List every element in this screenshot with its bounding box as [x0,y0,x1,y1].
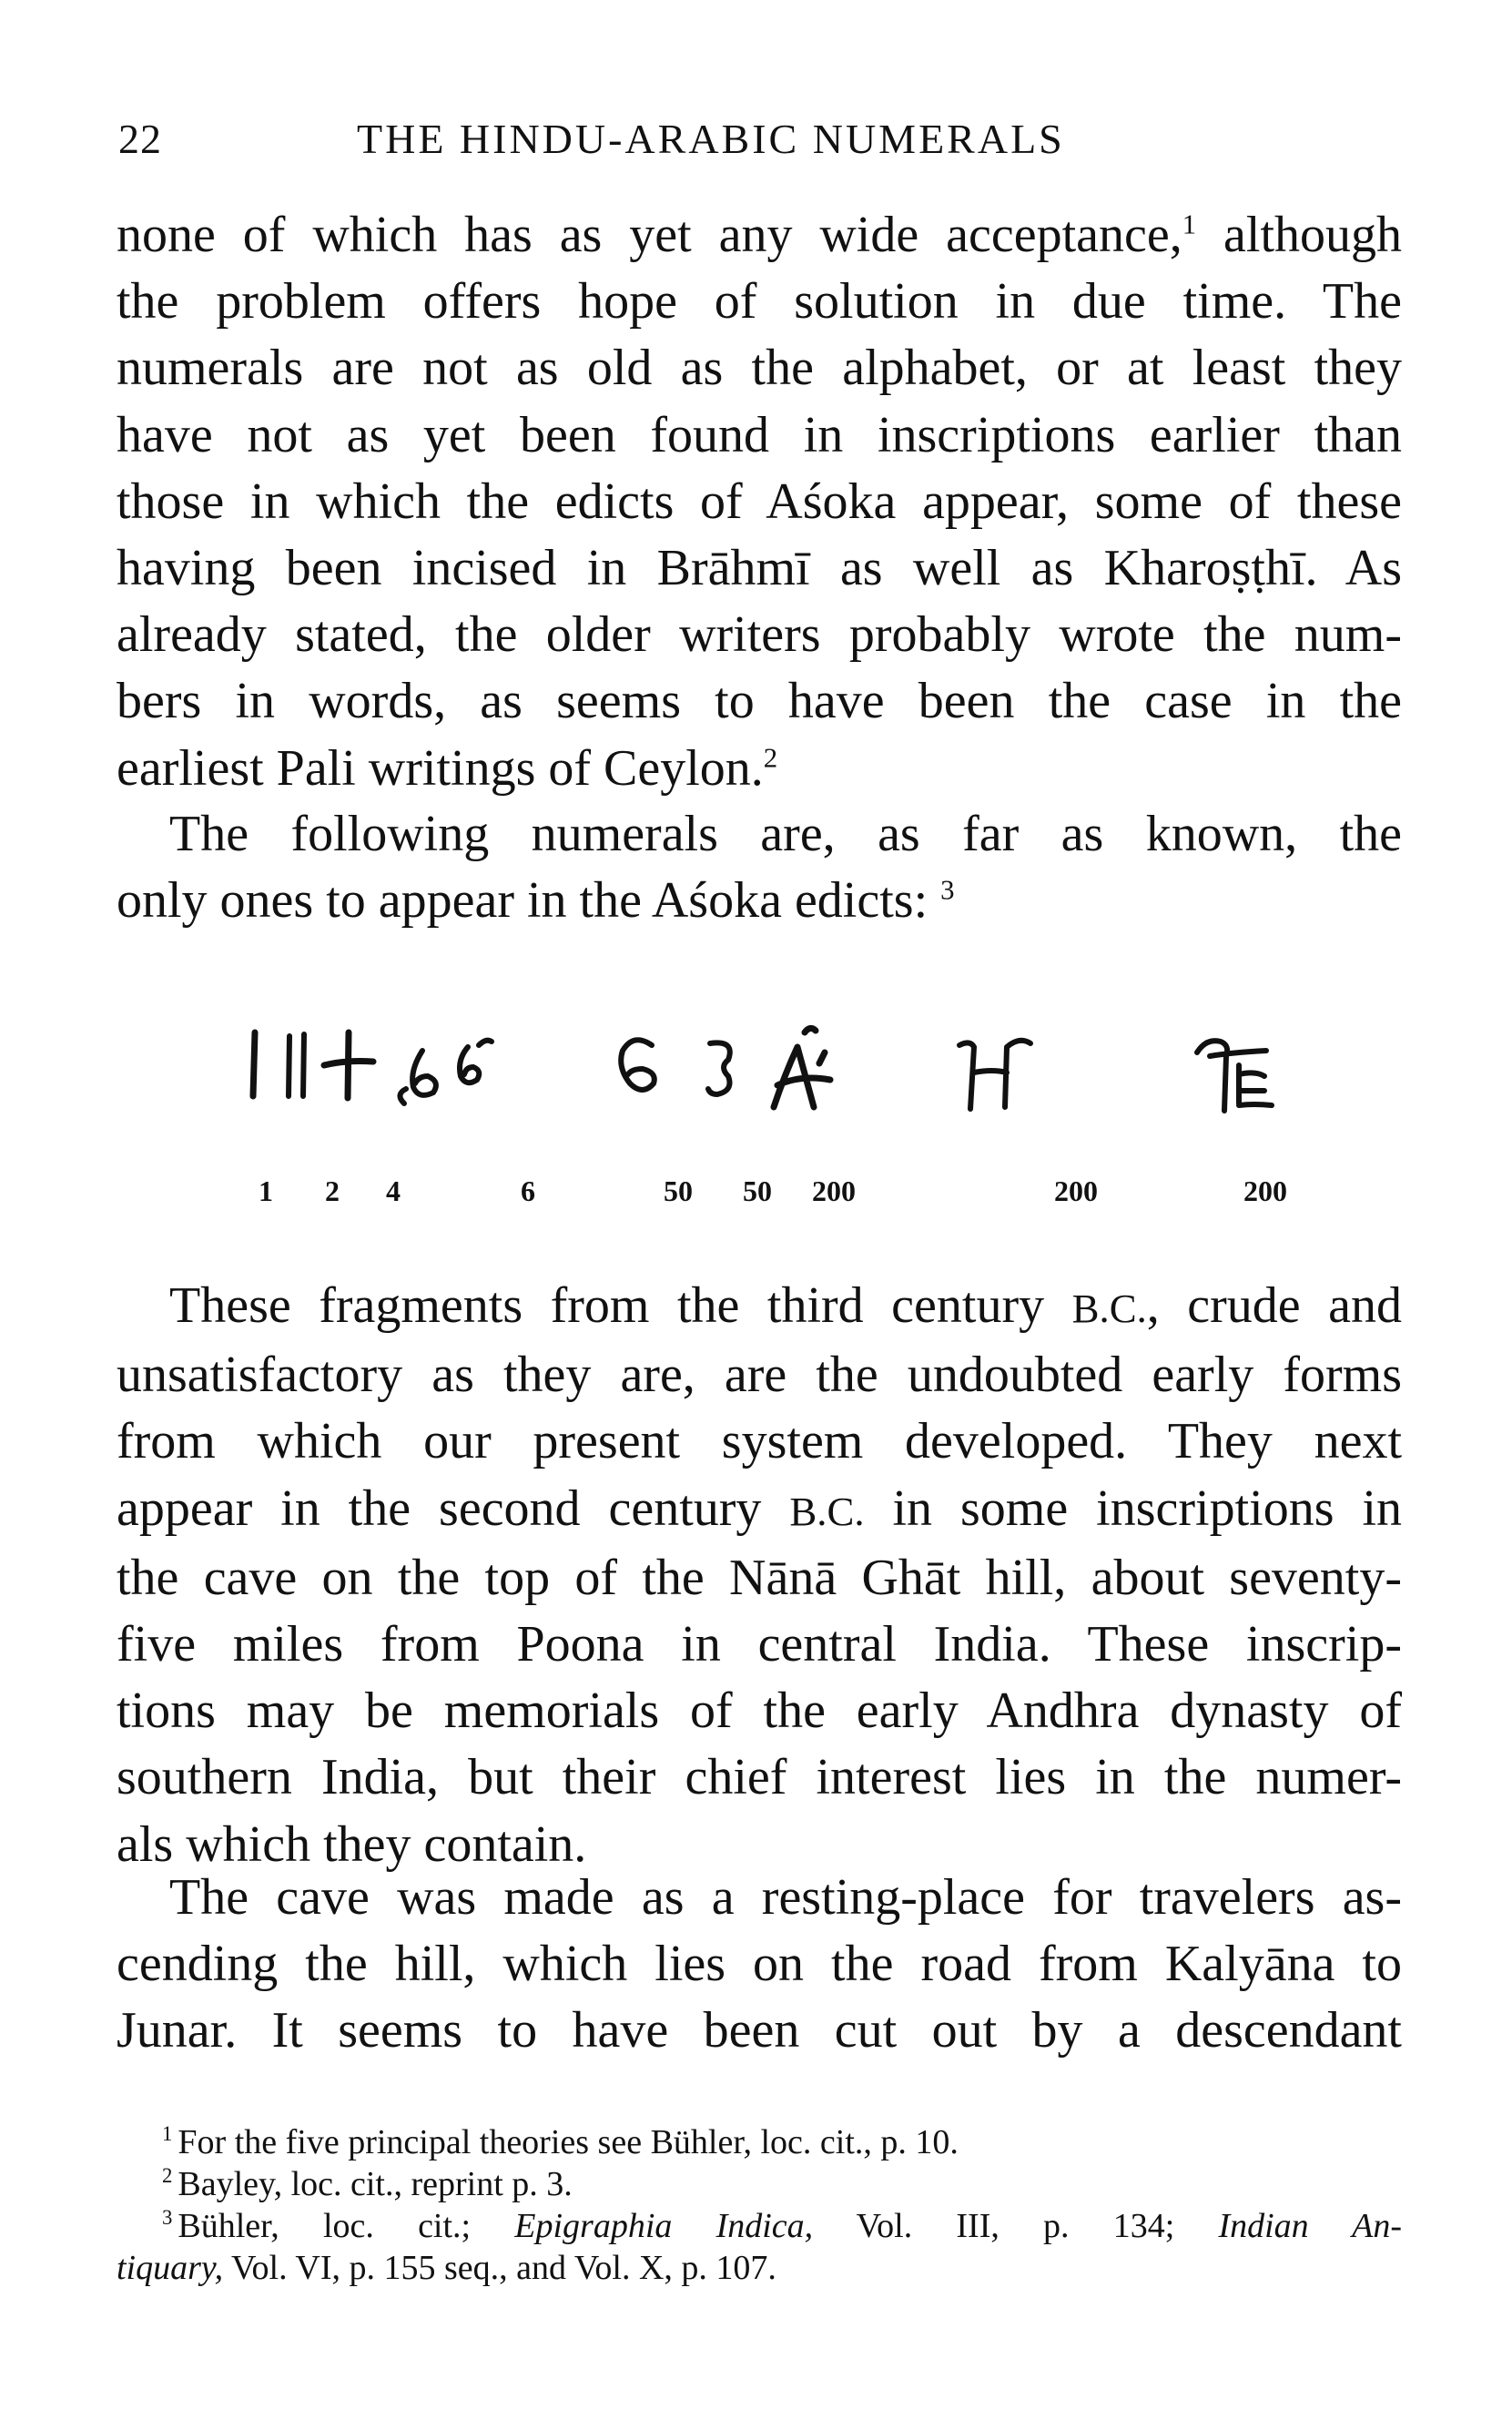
paragraph-2 [117,801,1402,934]
text-line: five miles from Poona in central India. These inscrip- [117,1616,1402,1673]
text-line: earliest Pali writings of Ceylon.$^2$ [117,739,778,797]
footnotes [117,2121,1402,2289]
numeral-glyph-1 [246,1020,264,1102]
page-number: 22 [118,116,162,162]
running-title: THE HINDU-ARABIC NUMERALS [357,116,1065,162]
text-line: cending the hill, which lies on the road from Kalyāna to [117,1936,1402,1993]
text-line: tions may be memorials of the early Andhra dynasty of [117,1683,1402,1740]
numeral-value: 4 [386,1174,401,1207]
numeral-glyph-200c [1188,1020,1279,1120]
numeral-glyph-50a [610,1020,665,1111]
footnote-ref: 3 [940,874,955,906]
numeral-value: 200 [812,1174,856,1207]
footnote-2: $^2$ Bayley, loc. cit., reprint p. 3. [162,2164,573,2203]
numeral-glyphs [218,1020,1311,1129]
text-line: the cave on the top of the Nānā Ghāt hill, about seventy- [117,1549,1402,1606]
text-line: having been incised in Brāhmī as well as Kharoṣṭhī. As [117,540,1402,597]
numeral-glyph-2 [280,1020,313,1102]
numeral-glyph-4 [319,1020,379,1102]
text-line: The following numerals are, as far as known, the [169,806,1402,862]
footnote-ref: 2 [763,741,778,773]
numeral-glyph-200a [765,1020,837,1120]
footnote-3: $^3$ Bühler, loc. cit.; Epigraphia Indica, Vol. III, p. 134; Indian An- [162,2206,1402,2245]
numeral-value: 200 [1243,1174,1287,1207]
text-line: none of which has as yet any wide acceptance,$^1$ although [117,207,1403,263]
numeral-glyph-6 [388,1020,506,1111]
footnote-ref: 1 [1182,208,1197,240]
paragraph-4 [117,1865,1402,2065]
text-line: The cave was made as a resting-place for travelers as- [169,1869,1402,1926]
numeral-values [218,1174,1311,1211]
text-line: numerals are not as old as the alphabet, or at least they [117,340,1402,397]
text-line: those in which the edicts of Aśoka appear, some of these [117,473,1402,530]
text-line: from which our present system developed. They next [117,1413,1402,1470]
numeral-value: 6 [521,1174,535,1207]
footnote-3-continued: tiquary, Vol. VI, p. 155 seq., and Vol. X, p. 107. [117,2249,776,2287]
numeral-glyph-200b [947,1020,1038,1120]
numeral-value: 50 [664,1174,693,1207]
text-line: appear in the second century B.C. in some inscriptions in [117,1479,1403,1537]
text-line: als which they contain. [117,1815,587,1873]
paragraph-1 [117,202,1402,802]
text-line: the problem offers hope of solution in due time. The [117,273,1402,330]
numeral-value: 2 [325,1174,340,1207]
text-line: unsatisfactory as they are, are the undoubted early forms [117,1347,1402,1404]
numeral-value: 200 [1054,1174,1098,1207]
text-line: Junar. It seems to have been cut out by a descendant [117,2002,1402,2059]
paragraph-3 [117,1273,1402,1878]
text-line: already stated, the older writers probably wrote the num- [117,606,1402,664]
footnote-1: $^1$ For the five principal theories see Bühler, loc. cit., p. 10. [162,2122,959,2161]
numeral-glyph-50b [701,1020,746,1111]
asoka-numerals-figure [218,1020,1311,1229]
text-line: bers in words, as seems to have been the case in the [117,673,1402,730]
text-line: only ones to appear in the Aśoka edicts: $^3$ [117,872,955,930]
text-line: southern India, but their chief interest lies in the numer- [117,1749,1402,1806]
text-line: have not as yet been found in inscriptions earlier than [117,406,1402,463]
text-line: These fragments from the third century B.C., crude and [169,1277,1402,1334]
numeral-value: 50 [743,1174,772,1207]
running-header [118,115,1411,169]
numeral-value: 1 [259,1174,273,1207]
